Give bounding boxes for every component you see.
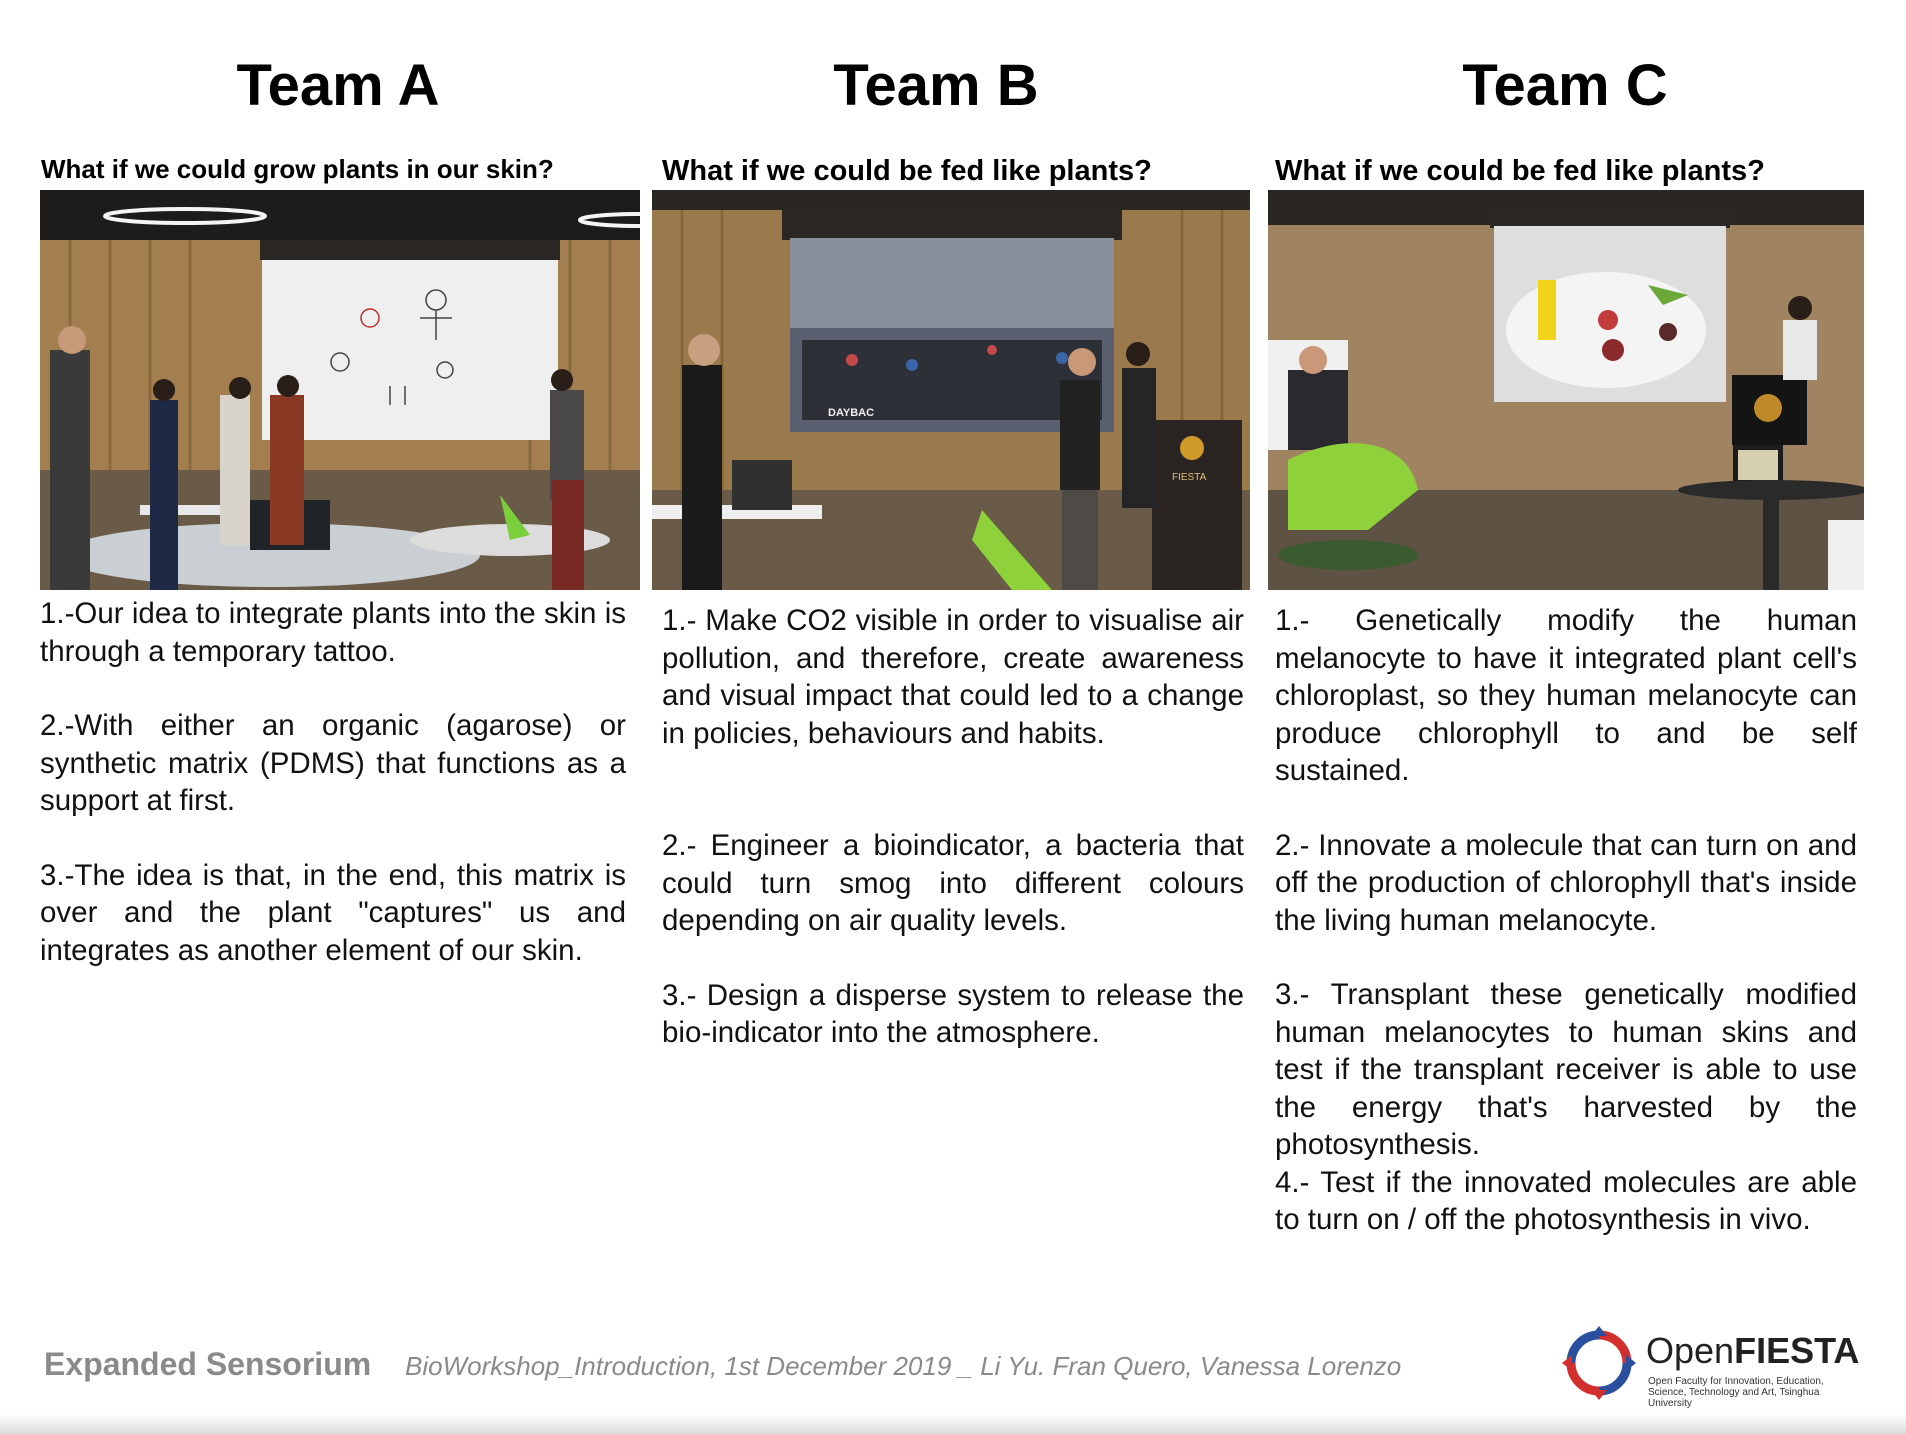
team-a-title: Team A	[236, 53, 440, 118]
logo-name-fiesta: FIESTA	[1734, 1330, 1860, 1371]
team-c-question: What if we could be fed like plants?	[1275, 155, 1765, 187]
team-c-item-1: 1.- Genetically modify the human melanocyte to have it integrated plant cell's chloroplast, so they human melanocyte can produce chlorophyll to and be self sustained.	[1275, 604, 1857, 787]
team-c-item-4: 4.- Test if the innovated molecules are able to turn on / off the photosynthesis in vivo.	[1275, 1165, 1857, 1236]
logo-name-open: Open	[1646, 1330, 1735, 1371]
open-fiesta-logo	[1562, 1326, 1862, 1409]
podium-label: FIESTA	[1172, 472, 1207, 483]
team-b-description	[662, 602, 1244, 1052]
team-b-item-2: 2.- Engineer a bioindicator, a bacteria that could turn smog into different colours depending on air quality levels.	[662, 829, 1244, 937]
team-b-photo	[652, 190, 1250, 590]
team-b-title: Team B	[833, 53, 1039, 118]
footer-shadow-bar	[0, 1414, 1906, 1434]
team-b-item-1: 1.- Make CO2 visible in order to visualise air pollution, and therefore, create awareness and visual impact that could led to a change in policies, behaviours and habits.	[662, 604, 1244, 750]
team-c-title: Team C	[1462, 53, 1668, 118]
team-a-item-1: 1.-Our idea to integrate plants into the skin is through a temporary tattoo.	[40, 597, 626, 668]
team-b-item-3: 3.- Design a disperse system to release the bio-indicator into the atmosphere.	[662, 978, 1244, 1049]
team-c-item-2: 2.- Innovate a molecule that can turn on and off the production of chlorophyll that's inside the living human melanocyte.	[1275, 828, 1857, 937]
logo-name	[1646, 1330, 1859, 1372]
team-c-photo	[1268, 190, 1864, 590]
team-a-item-3: 3.-The idea is that, in the end, this matrix is over and the plant "captures" us and integrates as another element of our skin.	[40, 858, 626, 967]
team-a-description	[40, 595, 626, 969]
team-b-question: What if we could be fed like plants?	[662, 155, 1152, 187]
screen-caption: DAYBAC	[828, 407, 875, 419]
team-a-photo	[40, 190, 640, 590]
fiesta-logo-icon	[1562, 1326, 1636, 1400]
team-a-question: What if we could grow plants in our skin?	[41, 154, 554, 184]
team-a-item-2: 2.-With either an organic (agarose) or synthetic matrix (PDMS) that functions as a support at first.	[40, 709, 626, 817]
footer-credit: BioWorkshop_Introduction, 1st December 2019 _ Li Yu. Fran Quero, Vanessa Lorenzo	[405, 1351, 1402, 1381]
team-c-item-3: 3.- Transplant these genetically modified human melanocytes to human skins and test if the transplant receiver is able to use the energy that's harvested by the photosynthesis.	[1275, 978, 1857, 1161]
logo-tagline: Open Faculty for Innovation, Education, Science, Technology and Art, Tsinghua University	[1648, 1376, 1824, 1409]
team-c-description	[1275, 602, 1857, 1239]
footer-title: Expanded Sensorium	[44, 1346, 372, 1382]
